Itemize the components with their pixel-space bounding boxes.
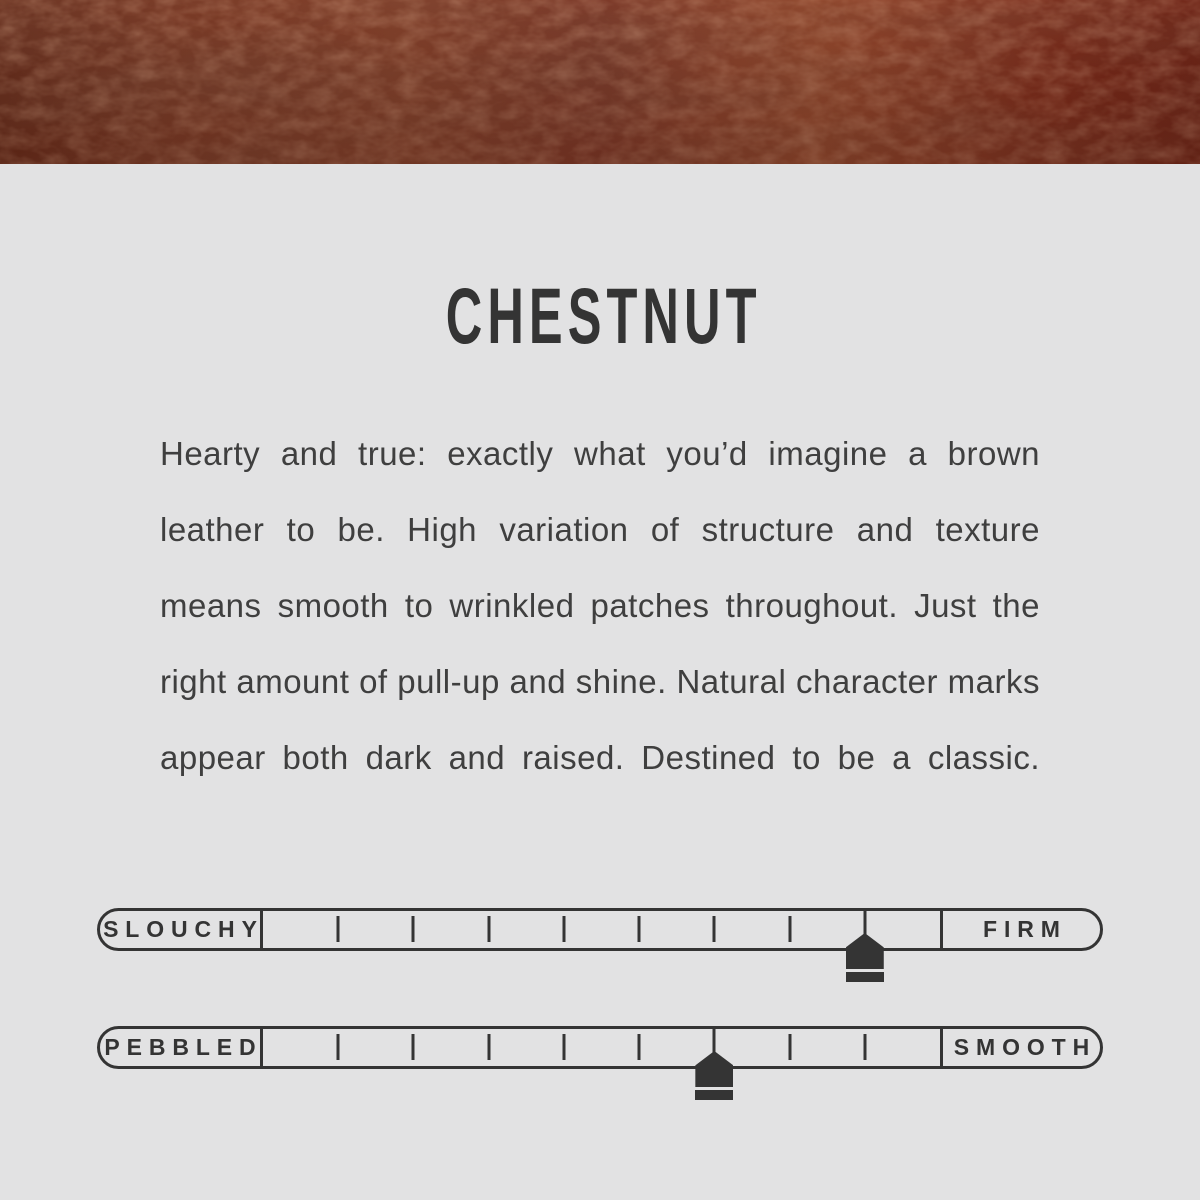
scale-pebbled-smooth <box>97 1026 1103 1069</box>
scale-right-cell <box>943 1029 1100 1066</box>
page-title <box>0 271 1200 360</box>
scale-marker <box>846 933 884 982</box>
scale-tick <box>487 1034 490 1060</box>
scale-tick <box>337 1034 340 1060</box>
scale-tick <box>337 916 340 942</box>
scale-marker-base <box>846 972 884 982</box>
scale-track <box>263 911 943 948</box>
scale-marker-pointer-icon <box>695 1051 733 1087</box>
color-description <box>160 416 1040 796</box>
scale-left-cell <box>100 1029 263 1066</box>
description-line: appear both dark and raised. Destined to be a classic. <box>160 739 1040 776</box>
scale-left-label: SLOUCHY <box>103 916 264 942</box>
scale-right-cell <box>943 911 1100 948</box>
scale-marker-base <box>695 1090 733 1100</box>
scale-tick <box>788 1034 791 1060</box>
scale-right-label: SMOOTH <box>953 1034 1097 1060</box>
scale-tick <box>562 1034 565 1060</box>
scale-tick <box>638 1034 641 1060</box>
scale-marker-pointer-icon <box>846 933 884 969</box>
description-line: leather to be. High variation of structure and texture <box>160 511 1040 548</box>
leather-texture-swatch <box>0 0 1200 164</box>
scale-tick <box>713 1029 716 1053</box>
color-name: CHESTNUT <box>446 271 762 360</box>
scale-marker <box>695 1051 733 1100</box>
scale-track <box>263 1029 943 1066</box>
scale-tick <box>863 911 866 935</box>
scale-right-label: FIRM <box>983 916 1067 942</box>
scale-tick <box>412 1034 415 1060</box>
scale-left-cell <box>100 911 263 948</box>
scale-tick <box>713 916 716 942</box>
scale-left-label: PEBBLED <box>104 1034 263 1060</box>
description-line: right amount of pull-up and shine. Natural character marks <box>160 663 1040 700</box>
scale-tick <box>412 916 415 942</box>
scale-tick <box>487 916 490 942</box>
description-line: means smooth to wrinkled patches throughout. Just the <box>160 587 1040 624</box>
scale-tick <box>863 1034 866 1060</box>
scale-tick <box>562 916 565 942</box>
description-line: Hearty and true: exactly what you’d imagine a brown <box>160 435 1040 472</box>
scale-tick <box>638 916 641 942</box>
scale-slouchy-firm <box>97 908 1103 951</box>
scale-tick <box>788 916 791 942</box>
